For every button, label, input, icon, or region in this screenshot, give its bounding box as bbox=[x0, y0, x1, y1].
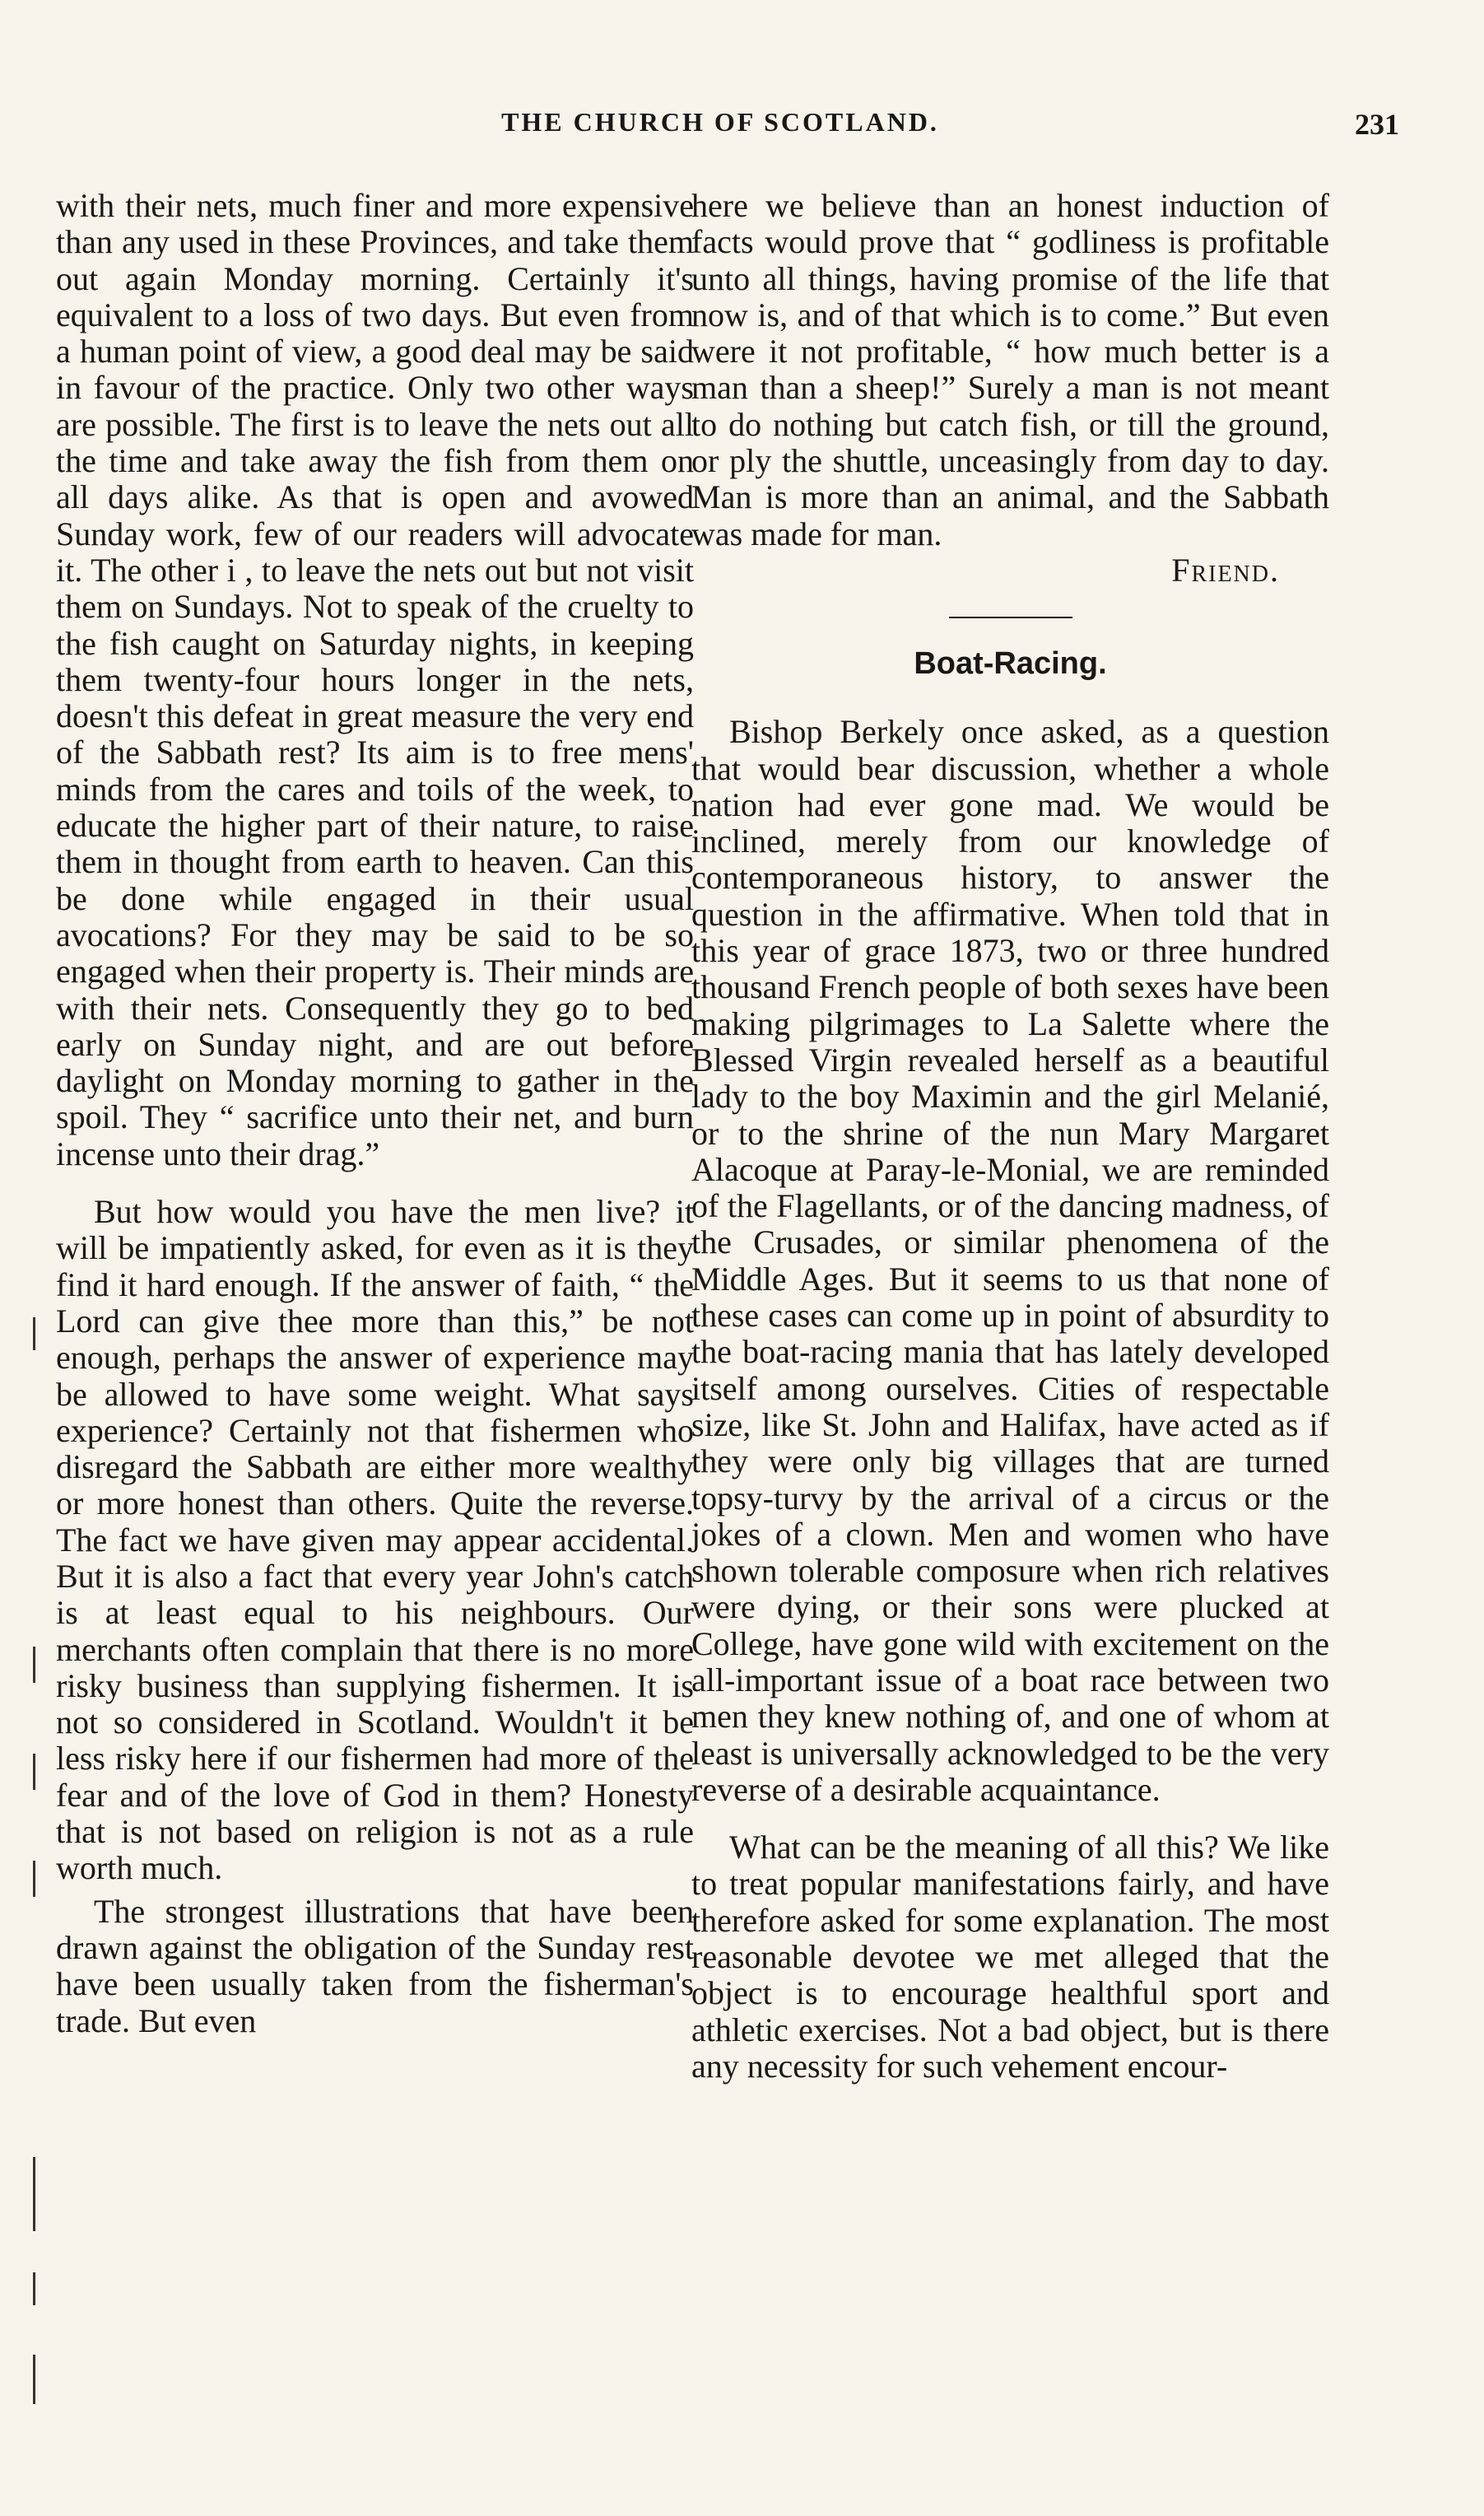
section-heading: Boat-Racing. bbox=[914, 646, 1107, 682]
right-paragraph-2: Bishop Berkely once asked, as a question that would bear discussion, whether a whole nation had ever gone mad. We would be inclined, merely from our knowledge of contemporaneous history, to answer the question in the affirmative. When told that in this year of grace 1873, two or three hundred thousand French people of both sexes have been making pilgrimages to La Salette where the Blessed Virgin revealed herself as a beautiful lady to the boy Maximin and the girl Melanié, or to the shrine of the nun Mary Margaret Alacoque at Paray-le-Monial, we are reminded of the Flagellants, or of the dancing madness, of the Crusades, or similar phenomena of the Middle Ages. But it seems to us that none of these cases can come up in point of absurdity to the boat-racing mania that has lately developed itself among ourselves. Cities of respectable size, like St. John and Halifax, have acted as if they were only big villages that are turned topsy-turvy by the arrival of a circus or the jokes of a clown. Men and women who have shown tolerable composure when rich relatives were dying, or their sons were plucked at College, have gone wild with excitement on the all-important issue of a boat race between two men they knew nothing of, and one of whom at least is universally acknowledged to be the very reverse of a desirable acquaintance. bbox=[691, 713, 1329, 1808]
margin-mark bbox=[33, 1861, 35, 1897]
signature: Friend. bbox=[1171, 551, 1280, 589]
right-paragraph-1: here we believe than an honest induction of facts would prove that “ godliness is profitable unto all things, having promise of the life that now is, and of that which is to come.” But even were it not profitable, “ how much better is a man than a sheep!” Surely a man is not meant to do nothing but catch fish, or till the ground, or ply the shuttle, unceasingly from day to day. Man is more than an animal, and the Sabbath was made for man. bbox=[691, 187, 1329, 552]
right-paragraph-3: What can be the meaning of all this? We like to treat popular manifestations fairly, and have therefore asked for some explanation. The most reasonable devotee we met alleged that the object is to encourage healthful sport and athletic exercises. Not a bad object, but is there any necessity for such vehement encour- bbox=[691, 1829, 1329, 2085]
margin-mark bbox=[33, 1647, 35, 1683]
margin-mark bbox=[33, 2355, 35, 2404]
signature-line bbox=[691, 552, 1329, 589]
margin-mark bbox=[33, 2272, 35, 2305]
left-paragraph-3: The strongest illustrations that have been drawn against the obligation of the Sunday rest have been usually taken from the fisherman's trade. But even bbox=[56, 1892, 694, 2039]
section-divider bbox=[949, 617, 1072, 618]
left-paragraph-1: with their nets, much finer and more expensive than any used in these Provinces, and take them out again Monday morning. Certainly it's equivalent to a loss of two days. But even from a human point of view, a good deal may be said in favour of the practice. Only two other ways are possible. The first is to leave the nets out all the time and take away the fish from them on all days alike. As that is open and avowed Sunday work, few of our readers will advocate it. The other i , to leave the nets out but not visit them on Sundays. Not to speak of the cruelty to the fish caught on Saturday nights, in keeping them twenty-four hours longer in the nets, doesn't this defeat in great measure the very end of the Sabbath rest? Its aim is to free mens' minds from the cares and toils of the week, to educate the higher part of their nature, to raise them in thought from earth to heaven. Can this be done while engaged in their usual avocations? For they may be said to be so engaged when their property is. Their minds are with their nets. Consequently they go to bed early on Sunday night, and are out before daylight on Monday morning to gather in the spoil. They “ sacrifice unto their net, and burn incense unto their drag.” bbox=[56, 187, 694, 1172]
margin-mark bbox=[33, 1754, 35, 1790]
running-head bbox=[41, 107, 1399, 148]
right-column bbox=[691, 188, 1329, 2085]
page-number: 231 bbox=[1355, 108, 1399, 141]
left-column bbox=[56, 188, 694, 2039]
margin-mark bbox=[33, 2157, 35, 2231]
margin-mark bbox=[33, 1317, 35, 1350]
running-title: THE CHURCH OF SCOTLAND. bbox=[501, 107, 939, 137]
left-paragraph-2: But how would you have the men live? it will be impatiently asked, for even as it is they find it hard enough. If the answer of faith, “ the Lord can give thee more than this,” be not enough, perhaps the answer of experience may be allowed to have some weight. What says experience? Certainly not that fishermen who disregard the Sabbath are either more wealthy or more honest than others. Quite the reverse. The fact we have given may appear accidental. But it is also a fact that every year John's catch is at least equal to his neighbours. Our merchants often complain that there is no more risky business than supplying fishermen. It is not so considered in Scotland. Wouldn't it be less risky here if our fishermen had more of the fear and of the love of God in them? Honesty that is not based on religion is not as a rule worth much. bbox=[56, 1193, 694, 1887]
